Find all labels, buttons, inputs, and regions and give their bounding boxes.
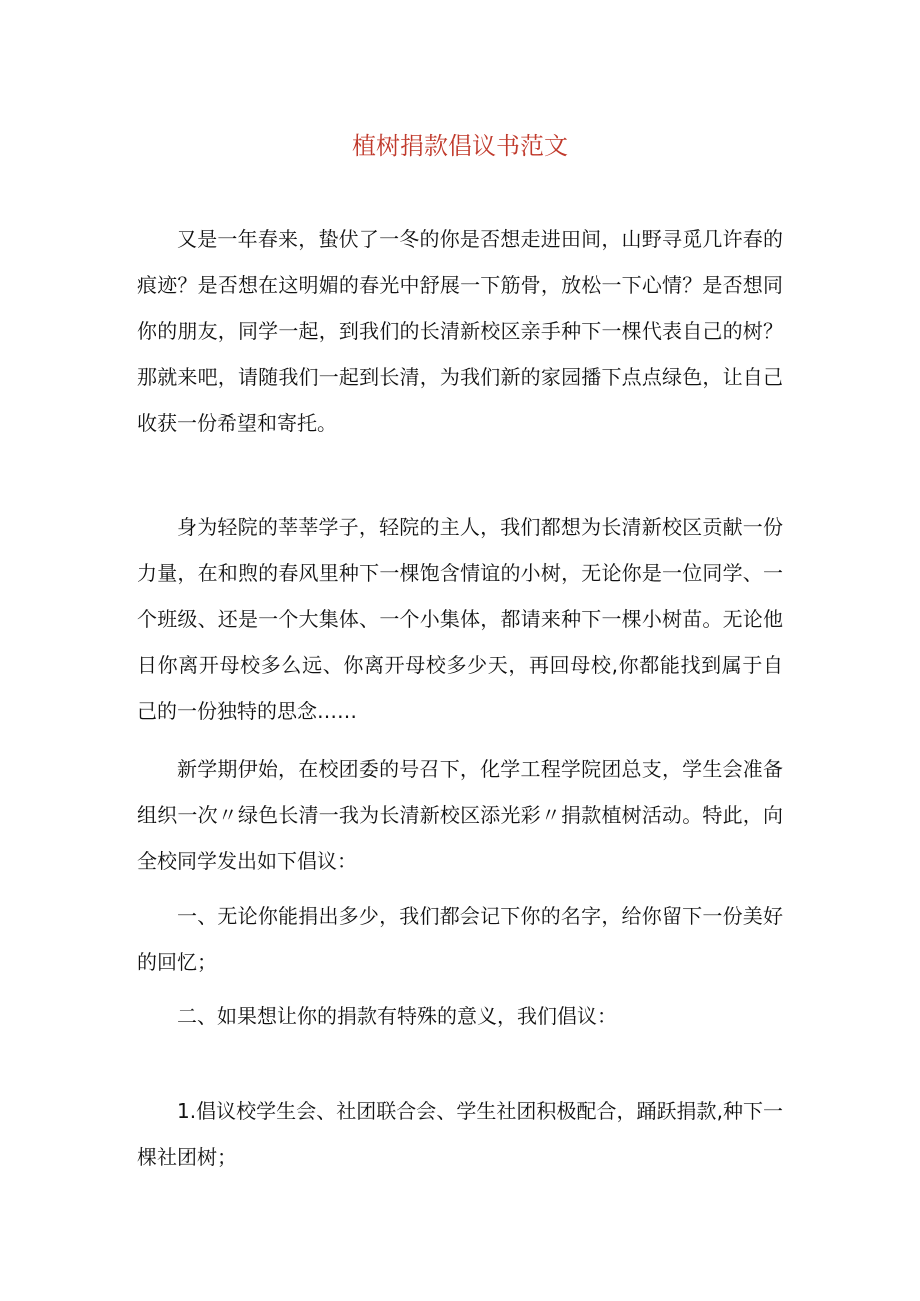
proposal-item-1: 一、无论你能捐出多少，我们都会记下你的名字，给你留下一份美好的回忆； xyxy=(137,904,783,974)
paragraph-students: 身为轻院的莘莘学子，轻院的主人，我们都想为长清新校区贡献一份力量，在和煦的春风里种下一棵饱含情谊的小树，无论你是一位同学、一个班级、还是一个大集体、一个小集体，都请来种下一棵小树苗。无论他日你离开母校多么远、你离开母校多少天，再回母校,你都能找到属于自己的一份独特的思念…… xyxy=(137,515,783,723)
paragraph-activity: 新学期伊始，在校团委的号召下，化学工程学院团总支，学生会准备组织一次〃绿色长清一我为长清新校区添光彩〃捐款植树活动。特此，向全校同学发出如下倡议： xyxy=(137,757,783,873)
proposal-subitem-1: 1.倡议校学生会、社团联合会、学生社团积极配合，踊跃捐款,种下一棵社团树； xyxy=(137,1099,783,1169)
proposal-item-2: 二、如果想让你的捐款有特殊的意义，我们倡议： xyxy=(177,1004,617,1028)
document-title: 植树捐款倡议书范文 xyxy=(352,132,568,160)
paragraph-intro: 又是一年春来，蛰伏了一冬的你是否想走进田间，山野寻觅几许春的痕迹？是否想在这明媚的春光中舒展一下筋骨，放松一下心情？是否想同你的朋友，同学一起，到我们的长清新校区亲手种下一棵代表自己的树？那就来吧，请随我们一起到长清，为我们新的家园播下点点绿色，让自己收获一份希望和寄托。 xyxy=(137,227,783,435)
